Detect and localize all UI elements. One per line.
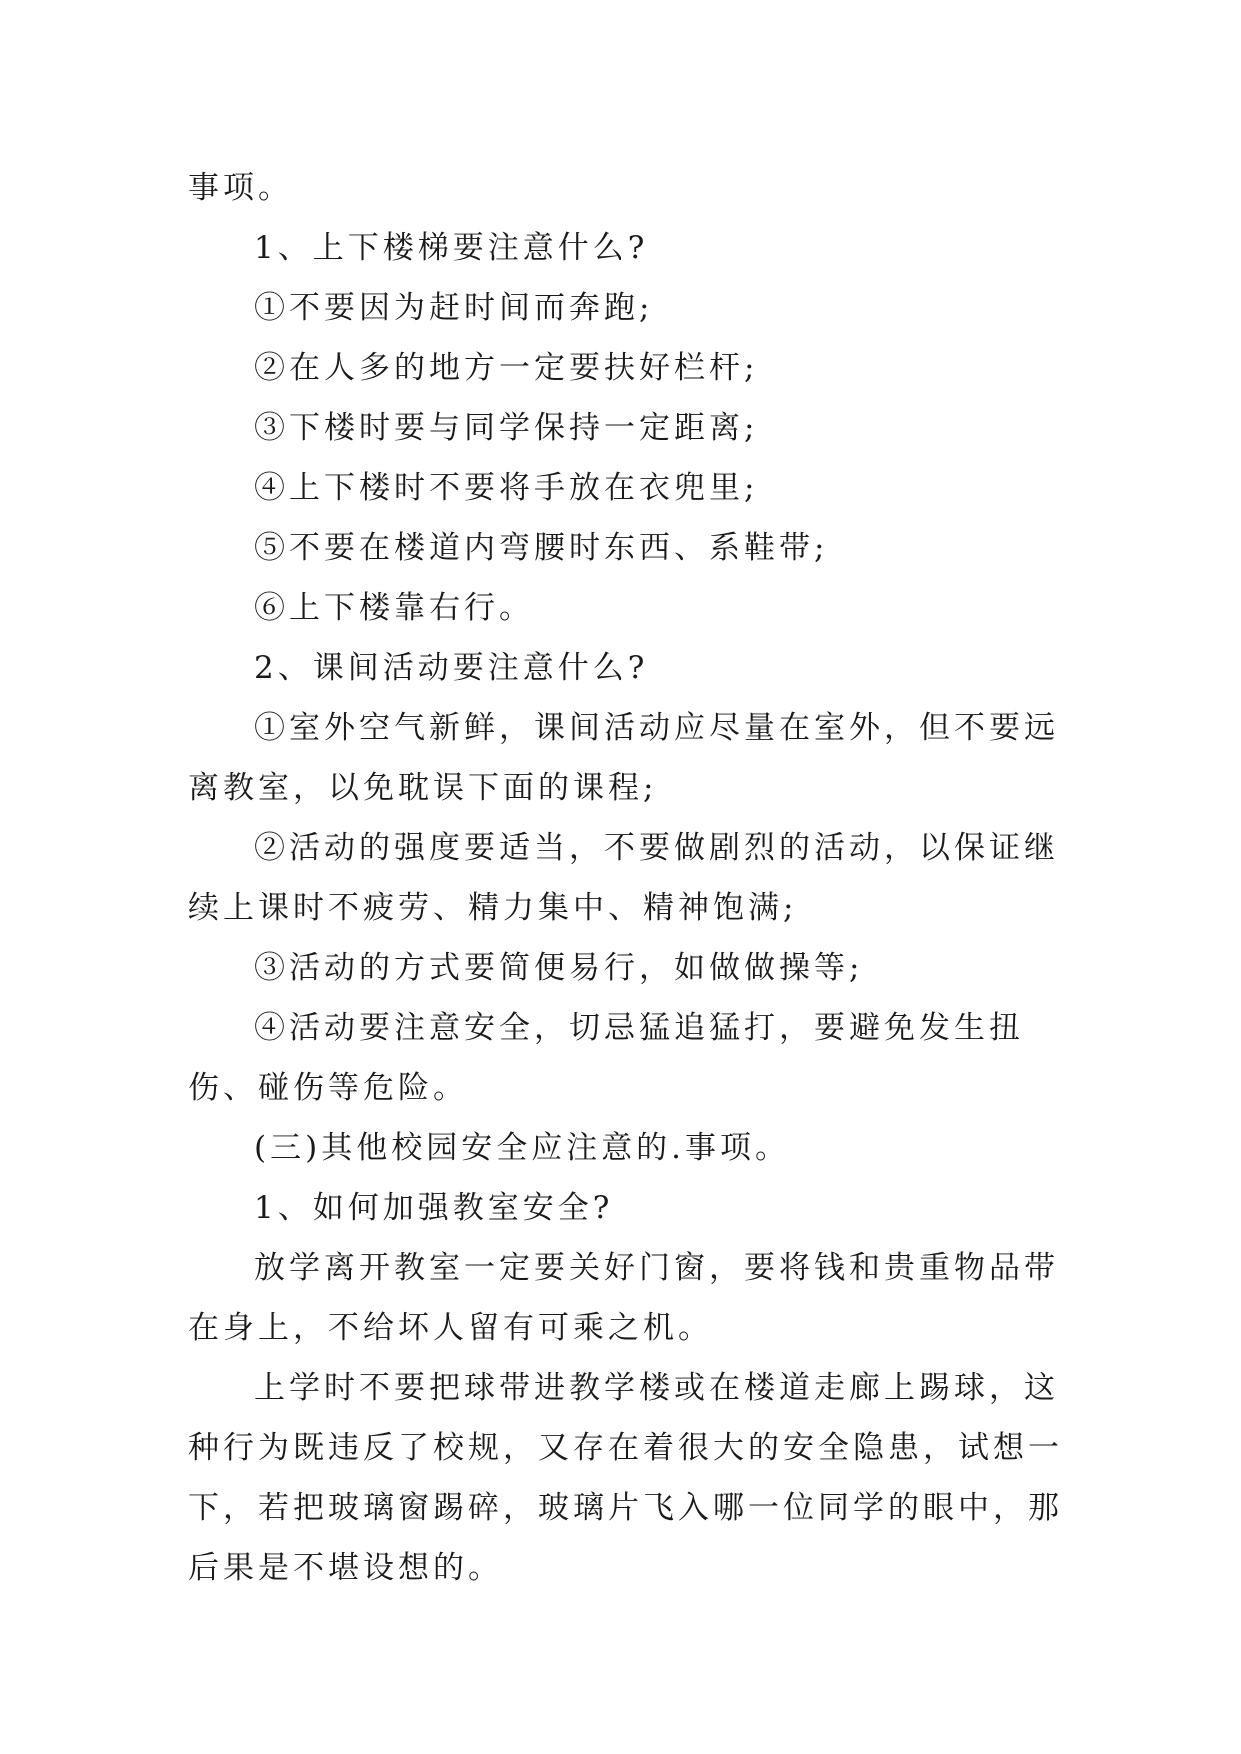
list-item-recess-2: ②活动的强度要适当，不要做剧烈的活动，以保证继续上课时不疲劳、精力集中、精神饱满;	[188, 830, 1059, 926]
heading-classroom-safety: 1、如何加强教室安全?	[254, 1190, 614, 1226]
document-body	[188, 158, 1068, 1598]
list-item-stairs-4: ④上下楼时不要将手放在衣兜里;	[254, 470, 759, 506]
list-item-recess-3: ③活动的方式要简便易行，如做做操等;	[254, 950, 864, 986]
list-item-recess-4: ④活动要注意安全，切忌猛追猛打，要避免发生扭伤、碰伤等危险。	[188, 1010, 1024, 1106]
heading-stairs-safety: 1、上下楼梯要注意什么?	[254, 230, 649, 266]
list-item-stairs-5: ⑤不要在楼道内弯腰时东西、系鞋带;	[254, 530, 829, 566]
list-item-stairs-6: ⑥上下楼靠右行。	[254, 590, 534, 626]
list-item-stairs-1: ①不要因为赶时间而奔跑;	[254, 290, 654, 326]
list-item-stairs-2: ②在人多的地方一定要扶好栏杆;	[254, 350, 759, 386]
list-item-recess-1: ①室外空气新鲜，课间活动应尽量在室外，但不要远离教室，以免耽误下面的课程;	[188, 710, 1059, 806]
section-heading-other-safety: (三)其他校园安全应注意的.事项。	[254, 1130, 791, 1166]
paragraph-classroom-2: 上学时不要把球带进教学楼或在楼道走廊上踢球，这种行为既违反了校规，又存在着很大的安全隐患，试想一下，若把玻璃窗踢碎，玻璃片飞入哪一位同学的眼中，那后果是不堪设想的。	[188, 1370, 1063, 1586]
paragraph-continuation: 事项。	[188, 170, 293, 206]
paragraph-classroom-1: 放学离开教室一定要关好门窗，要将钱和贵重物品带在身上，不给坏人留有可乘之机。	[188, 1250, 1059, 1346]
list-item-stairs-3: ③下楼时要与同学保持一定距离;	[254, 410, 759, 446]
heading-recess-activities: 2、课间活动要注意什么?	[254, 650, 649, 686]
